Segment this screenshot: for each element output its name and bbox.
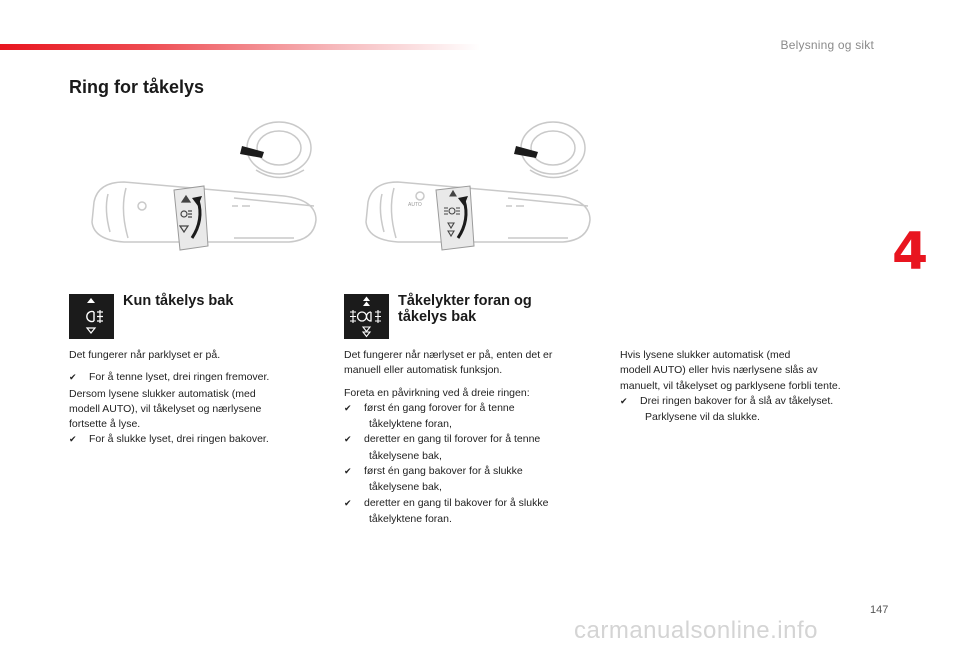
auto-off-bullet <box>620 394 890 410</box>
line: fortsette å lyse. <box>69 418 141 431</box>
bullet-icon: ✔ <box>344 467 352 478</box>
line: tåkelyktene foran, <box>369 418 452 431</box>
line: tåkelysene bak, <box>369 449 442 462</box>
steps-lead: Foreta en påvirkning ved å dreie ringen: <box>344 386 530 399</box>
column-front-rear-fog <box>344 348 594 527</box>
line: Parklysene vil da slukke. <box>645 411 760 424</box>
front-rear-steps <box>344 386 594 528</box>
bullet-icon: ✔ <box>69 435 77 446</box>
rear-intro: Det fungerer når parklyset er på. <box>69 349 221 361</box>
line: Det fungerer når nærlyset er på, enten det er <box>344 349 553 361</box>
watermark-link[interactable]: carmanualsonline.info <box>574 617 818 644</box>
illustration-rear-fog-stalk <box>84 110 326 260</box>
line: For å tenne lyset, drei ringen fremover. <box>89 371 270 384</box>
line: Hvis lysene slukker automatisk (med <box>620 349 791 361</box>
auto-label: AUTO <box>408 202 422 208</box>
bullet-icon: ✔ <box>69 373 77 384</box>
step-item <box>344 464 594 480</box>
step-item <box>344 496 594 512</box>
column-rear-fog <box>69 348 314 449</box>
bullet-icon: ✔ <box>344 435 352 446</box>
page-title: Ring for tåkelys <box>69 77 205 97</box>
line: deretter en gang til bakover for å slukke <box>364 496 549 509</box>
line: Dersom lysene slukker automatisk (med <box>69 387 256 400</box>
section-title-rear-fog: Kun tåkelys bak <box>123 293 234 309</box>
rear-instructions <box>69 370 314 448</box>
line: først én gang bakover for å slukke <box>364 465 523 478</box>
header-accent-bar <box>0 44 480 50</box>
bullet-icon: ✔ <box>344 498 352 509</box>
line: manuelt, vil tåkelyset og parklysene forbli tente. <box>620 379 841 392</box>
line: modell AUTO), vil tåkelyset og nærlysene <box>69 402 262 415</box>
chapter-number: 4 <box>892 222 929 282</box>
line: tåkelyktene foran. <box>369 512 452 525</box>
section-title-front-rear-fog <box>398 293 532 325</box>
line: manuell eller automatisk funksjon. <box>344 364 503 377</box>
line: tåkelysene bak, <box>369 481 442 494</box>
bullet-icon: ✔ <box>344 403 352 414</box>
illustration-front-rear-fog-stalk <box>358 110 600 260</box>
section-title-line: tåkelys bak <box>398 309 477 325</box>
page-number: 147 <box>870 604 889 616</box>
line: først én gang forover for å tenne <box>364 401 515 414</box>
rear-bullet-on <box>69 370 314 386</box>
section-title-line: Tåkelykter foran og <box>398 293 532 309</box>
line: Drei ringen bakover for å slå av tåkelyset. <box>640 394 834 407</box>
line: For å slukke lyset, drei ringen bakover. <box>89 433 269 446</box>
step-item <box>344 401 594 417</box>
step-item <box>344 432 594 448</box>
front-rear-intro <box>344 348 594 379</box>
bullet-icon: ✔ <box>620 396 628 407</box>
rear-bullet-off <box>69 432 314 448</box>
column-auto-off <box>620 348 890 425</box>
line: deretter en gang til forover for å tenne <box>364 433 541 446</box>
line: modell AUTO) eller hvis nærlysene slås av <box>620 364 818 377</box>
rear-fog-icon <box>69 294 114 339</box>
front-rear-fog-icon <box>344 294 389 339</box>
chapter-label: Belysning og sikt <box>780 38 874 52</box>
